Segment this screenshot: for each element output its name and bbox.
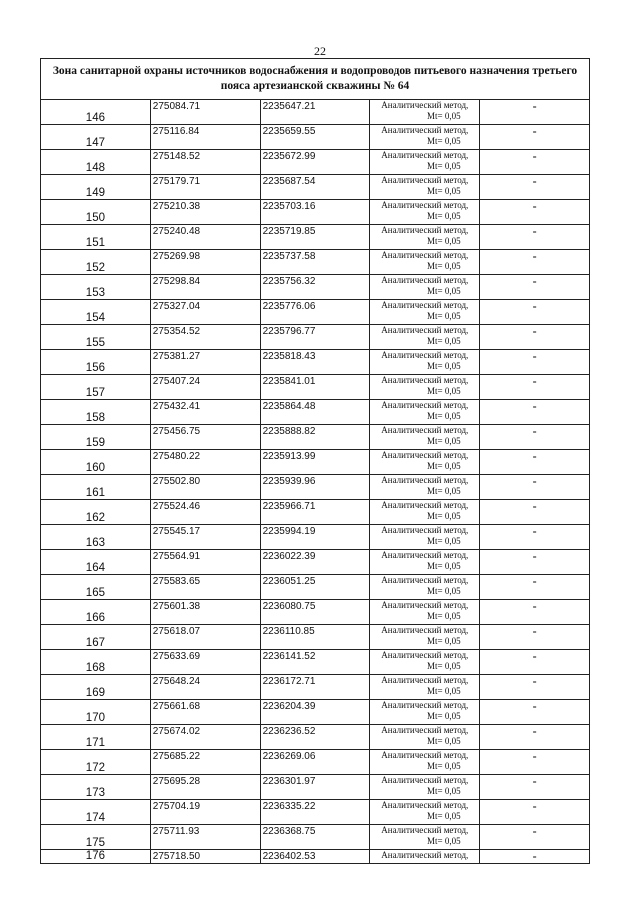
method-accuracy: Mt= 0,05 — [426, 335, 461, 346]
coord-x: 275545.17 — [150, 525, 260, 550]
table-row — [41, 175, 590, 200]
coord-y: 2235994.19 — [260, 525, 370, 550]
method-accuracy: Mt= 0,05 — [426, 460, 461, 471]
method-accuracy: Mt= 0,05 — [426, 260, 461, 271]
coord-y: 2235864.48 — [260, 400, 370, 425]
method-label: Аналитический метод, — [381, 500, 469, 510]
method-accuracy: Mt= 0,05 — [426, 710, 461, 721]
method-label: Аналитический метод, — [381, 725, 469, 735]
method-accuracy: Mt= 0,05 — [426, 310, 461, 321]
point-number: 166 — [41, 600, 151, 625]
dash-cell: - — [480, 175, 590, 200]
method-cell — [370, 800, 480, 825]
dash-cell: - — [480, 625, 590, 650]
coord-x: 275432.41 — [150, 400, 260, 425]
method-label: Аналитический метод, — [381, 475, 469, 485]
coord-y: 2236335.22 — [260, 800, 370, 825]
coord-y: 2235659.55 — [260, 125, 370, 150]
coord-x: 275564.91 — [150, 550, 260, 575]
coord-x: 275648.24 — [150, 675, 260, 700]
coord-y: 2235703.16 — [260, 200, 370, 225]
coord-y: 2236236.52 — [260, 725, 370, 750]
method-label: Аналитический метод, — [381, 350, 469, 360]
table-row — [41, 300, 590, 325]
method-label: Аналитический метод, — [381, 575, 469, 585]
table-row — [41, 400, 590, 425]
table-row — [41, 350, 590, 375]
dash-cell: - — [480, 700, 590, 725]
coord-x: 275084.71 — [150, 100, 260, 125]
method-cell — [370, 450, 480, 475]
dash-cell: - — [480, 225, 590, 250]
dash-cell: - — [480, 675, 590, 700]
coord-y: 2236368.75 — [260, 825, 370, 850]
method-accuracy: Mt= 0,05 — [426, 510, 461, 521]
dash-cell: - — [480, 275, 590, 300]
table-row — [41, 500, 590, 525]
table-row — [41, 225, 590, 250]
method-accuracy: Mt= 0,05 — [426, 235, 461, 246]
method-cell — [370, 375, 480, 400]
method-label: Аналитический метод, — [381, 650, 469, 660]
method-accuracy: Mt= 0,05 — [426, 760, 461, 771]
method-accuracy: Mt= 0,05 — [426, 360, 461, 371]
table-row — [41, 850, 590, 864]
dash-cell: - — [480, 525, 590, 550]
coord-y: 2235687.54 — [260, 175, 370, 200]
table-row — [41, 550, 590, 575]
method-label: Аналитический метод, — [381, 175, 469, 185]
method-cell — [370, 500, 480, 525]
point-number: 170 — [41, 700, 151, 725]
method-accuracy: Mt= 0,05 — [426, 285, 461, 296]
method-cell — [370, 775, 480, 800]
method-cell — [370, 400, 480, 425]
dash-cell: - — [480, 300, 590, 325]
coord-y: 2236301.97 — [260, 775, 370, 800]
method-accuracy: Mt= 0,05 — [426, 410, 461, 421]
point-number: 163 — [41, 525, 151, 550]
method-label: Аналитический метод, — [370, 850, 480, 864]
dash-cell: - — [480, 150, 590, 175]
method-cell — [370, 700, 480, 725]
method-label: Аналитический метод, — [381, 225, 469, 235]
method-accuracy: Mt= 0,05 — [426, 210, 461, 221]
coord-x: 275502.80 — [150, 475, 260, 500]
method-label: Аналитический метод, — [381, 525, 469, 535]
coord-y: 2236172.71 — [260, 675, 370, 700]
point-number: 165 — [41, 575, 151, 600]
point-number: 171 — [41, 725, 151, 750]
method-accuracy: Mt= 0,05 — [426, 585, 461, 596]
method-cell — [370, 725, 480, 750]
point-number: 158 — [41, 400, 151, 425]
method-accuracy: Mt= 0,05 — [426, 785, 461, 796]
coord-x: 275354.52 — [150, 325, 260, 350]
coord-y: 2235966.71 — [260, 500, 370, 525]
dash-cell: - — [480, 125, 590, 150]
point-number: 172 — [41, 750, 151, 775]
coord-x: 275711.93 — [150, 825, 260, 850]
method-cell — [370, 600, 480, 625]
dash-cell: - — [480, 775, 590, 800]
coord-x: 275695.28 — [150, 775, 260, 800]
point-number: 168 — [41, 650, 151, 675]
point-number: 174 — [41, 800, 151, 825]
method-cell — [370, 275, 480, 300]
table-row — [41, 325, 590, 350]
point-number: 155 — [41, 325, 151, 350]
method-accuracy: Mt= 0,05 — [426, 110, 461, 121]
method-label: Аналитический метод, — [381, 550, 469, 560]
method-cell — [370, 325, 480, 350]
method-cell — [370, 625, 480, 650]
dash-cell: - — [480, 375, 590, 400]
coord-y: 2236204.39 — [260, 700, 370, 725]
table-row — [41, 150, 590, 175]
coord-x: 275327.04 — [150, 300, 260, 325]
table-row — [41, 450, 590, 475]
coord-x: 275381.27 — [150, 350, 260, 375]
coord-x: 275456.75 — [150, 425, 260, 450]
method-cell — [370, 825, 480, 850]
point-number: 176 — [41, 850, 151, 864]
coord-y: 2235737.58 — [260, 250, 370, 275]
table-row — [41, 575, 590, 600]
method-cell — [370, 525, 480, 550]
point-number: 151 — [41, 225, 151, 250]
table-row — [41, 275, 590, 300]
coord-x: 275601.38 — [150, 600, 260, 625]
point-number: 146 — [41, 100, 151, 125]
method-label: Аналитический метод, — [381, 675, 469, 685]
coord-y: 2236080.75 — [260, 600, 370, 625]
coord-x: 275210.38 — [150, 200, 260, 225]
method-cell — [370, 425, 480, 450]
table-row — [41, 475, 590, 500]
method-cell — [370, 350, 480, 375]
method-label: Аналитический метод, — [381, 375, 469, 385]
dash-cell: - — [480, 425, 590, 450]
point-number: 167 — [41, 625, 151, 650]
coord-x: 275240.48 — [150, 225, 260, 250]
table-row — [41, 125, 590, 150]
point-number: 169 — [41, 675, 151, 700]
method-label: Аналитический метод, — [381, 425, 469, 435]
method-accuracy: Mt= 0,05 — [426, 185, 461, 196]
table-row — [41, 100, 590, 125]
method-cell — [370, 100, 480, 125]
table-row — [41, 200, 590, 225]
table-row — [41, 650, 590, 675]
method-cell — [370, 125, 480, 150]
method-accuracy: Mt= 0,05 — [426, 385, 461, 396]
coordinates-table — [40, 58, 590, 864]
dash-cell: - — [480, 750, 590, 775]
dash-cell: - — [480, 350, 590, 375]
method-accuracy: Mt= 0,05 — [426, 735, 461, 746]
dash-cell: - — [480, 475, 590, 500]
coord-x: 275116.84 — [150, 125, 260, 150]
method-label: Аналитический метод, — [381, 800, 469, 810]
method-cell — [370, 225, 480, 250]
coord-y: 2235647.21 — [260, 100, 370, 125]
method-cell — [370, 550, 480, 575]
point-number: 173 — [41, 775, 151, 800]
table-title: Зона санитарной охраны источников водоснабжения и водопроводов питьевого назначения третьего пояса артезианской скважины № 64 — [41, 59, 590, 100]
coord-x: 275633.69 — [150, 650, 260, 675]
method-cell — [370, 675, 480, 700]
coord-x: 275704.19 — [150, 800, 260, 825]
point-number: 153 — [41, 275, 151, 300]
dash-cell: - — [480, 325, 590, 350]
table-row — [41, 675, 590, 700]
method-accuracy: Mt= 0,05 — [426, 435, 461, 446]
method-label: Аналитический метод, — [381, 400, 469, 410]
method-label: Аналитический метод, — [381, 825, 469, 835]
coord-y: 2235796.77 — [260, 325, 370, 350]
method-cell — [370, 650, 480, 675]
coord-x: 275148.52 — [150, 150, 260, 175]
table-row — [41, 800, 590, 825]
coord-y: 2235756.32 — [260, 275, 370, 300]
dash-cell: - — [480, 575, 590, 600]
method-label: Аналитический метод, — [381, 300, 469, 310]
table-row — [41, 750, 590, 775]
page-number: 22 — [314, 44, 326, 58]
method-label: Аналитический метод, — [381, 625, 469, 635]
dash-cell: - — [480, 600, 590, 625]
dash-cell: - — [480, 400, 590, 425]
point-number: 147 — [41, 125, 151, 150]
coord-y: 2236269.06 — [260, 750, 370, 775]
method-label: Аналитический метод, — [381, 200, 469, 210]
method-accuracy: Mt= 0,05 — [426, 610, 461, 621]
method-accuracy: Mt= 0,05 — [426, 135, 461, 146]
method-label: Аналитический метод, — [381, 150, 469, 160]
coord-y: 2236051.25 — [260, 575, 370, 600]
method-cell — [370, 250, 480, 275]
dash-cell: - — [480, 725, 590, 750]
coord-x: 275179.71 — [150, 175, 260, 200]
coord-x: 275407.24 — [150, 375, 260, 400]
coord-y: 2236110.85 — [260, 625, 370, 650]
method-label: Аналитический метод, — [381, 250, 469, 260]
table-row — [41, 375, 590, 400]
method-label: Аналитический метод, — [381, 125, 469, 135]
table-row — [41, 825, 590, 850]
dash-cell: - — [480, 500, 590, 525]
dash-cell: - — [480, 450, 590, 475]
coord-x: 275674.02 — [150, 725, 260, 750]
dash-cell: - — [480, 100, 590, 125]
table-row — [41, 725, 590, 750]
method-label: Аналитический метод, — [381, 775, 469, 785]
coord-y: 2235818.43 — [260, 350, 370, 375]
point-number: 175 — [41, 825, 151, 850]
dash-cell: - — [480, 650, 590, 675]
coord-x: 275618.07 — [150, 625, 260, 650]
point-number: 159 — [41, 425, 151, 450]
method-label: Аналитический метод, — [381, 600, 469, 610]
table-row — [41, 625, 590, 650]
coord-y: 2235719.85 — [260, 225, 370, 250]
method-label: Аналитический метод, — [381, 325, 469, 335]
method-label: Аналитический метод, — [381, 450, 469, 460]
coord-x: 275298.84 — [150, 275, 260, 300]
method-accuracy: Mt= 0,05 — [426, 835, 461, 846]
method-accuracy: Mt= 0,05 — [426, 810, 461, 821]
coord-y: 2235841.01 — [260, 375, 370, 400]
table-row — [41, 525, 590, 550]
coord-x: 275718.50 — [150, 850, 260, 864]
point-number: 152 — [41, 250, 151, 275]
coord-y: 2235776.06 — [260, 300, 370, 325]
table-row — [41, 700, 590, 725]
method-label: Аналитический метод, — [381, 275, 469, 285]
method-cell — [370, 300, 480, 325]
method-accuracy: Mt= 0,05 — [426, 485, 461, 496]
coord-y: 2235888.82 — [260, 425, 370, 450]
table-row — [41, 600, 590, 625]
dash-cell: - — [480, 550, 590, 575]
coord-x: 275685.22 — [150, 750, 260, 775]
method-cell — [370, 200, 480, 225]
coord-y: 2235939.96 — [260, 475, 370, 500]
dash-cell: - — [480, 850, 590, 864]
point-number: 162 — [41, 500, 151, 525]
method-cell — [370, 575, 480, 600]
method-label: Аналитический метод, — [381, 100, 469, 110]
method-accuracy: Mt= 0,05 — [426, 685, 461, 696]
method-cell — [370, 150, 480, 175]
table-row — [41, 250, 590, 275]
dash-cell: - — [480, 800, 590, 825]
coord-y: 2235913.99 — [260, 450, 370, 475]
method-cell — [370, 175, 480, 200]
coord-x: 275480.22 — [150, 450, 260, 475]
point-number: 149 — [41, 175, 151, 200]
coord-x: 275583.65 — [150, 575, 260, 600]
coord-x: 275524.46 — [150, 500, 260, 525]
point-number: 150 — [41, 200, 151, 225]
coord-x: 275661.68 — [150, 700, 260, 725]
dash-cell: - — [480, 825, 590, 850]
point-number: 157 — [41, 375, 151, 400]
table-row — [41, 775, 590, 800]
method-accuracy: Mt= 0,05 — [426, 160, 461, 171]
method-label: Аналитический метод, — [381, 750, 469, 760]
table-row — [41, 425, 590, 450]
coord-y: 2236402.53 — [260, 850, 370, 864]
coordinates-table-container — [40, 58, 590, 864]
method-accuracy: Mt= 0,05 — [426, 635, 461, 646]
dash-cell: - — [480, 250, 590, 275]
method-cell — [370, 475, 480, 500]
method-cell — [370, 750, 480, 775]
coord-y: 2235672.99 — [260, 150, 370, 175]
point-number: 148 — [41, 150, 151, 175]
dash-cell: - — [480, 200, 590, 225]
point-number: 161 — [41, 475, 151, 500]
method-accuracy: Mt= 0,05 — [426, 535, 461, 546]
method-accuracy: Mt= 0,05 — [426, 560, 461, 571]
point-number: 160 — [41, 450, 151, 475]
coord-y: 2236141.52 — [260, 650, 370, 675]
coord-y: 2236022.39 — [260, 550, 370, 575]
point-number: 154 — [41, 300, 151, 325]
coord-x: 275269.98 — [150, 250, 260, 275]
point-number: 156 — [41, 350, 151, 375]
method-label: Аналитический метод, — [381, 700, 469, 710]
point-number: 164 — [41, 550, 151, 575]
method-accuracy: Mt= 0,05 — [426, 660, 461, 671]
